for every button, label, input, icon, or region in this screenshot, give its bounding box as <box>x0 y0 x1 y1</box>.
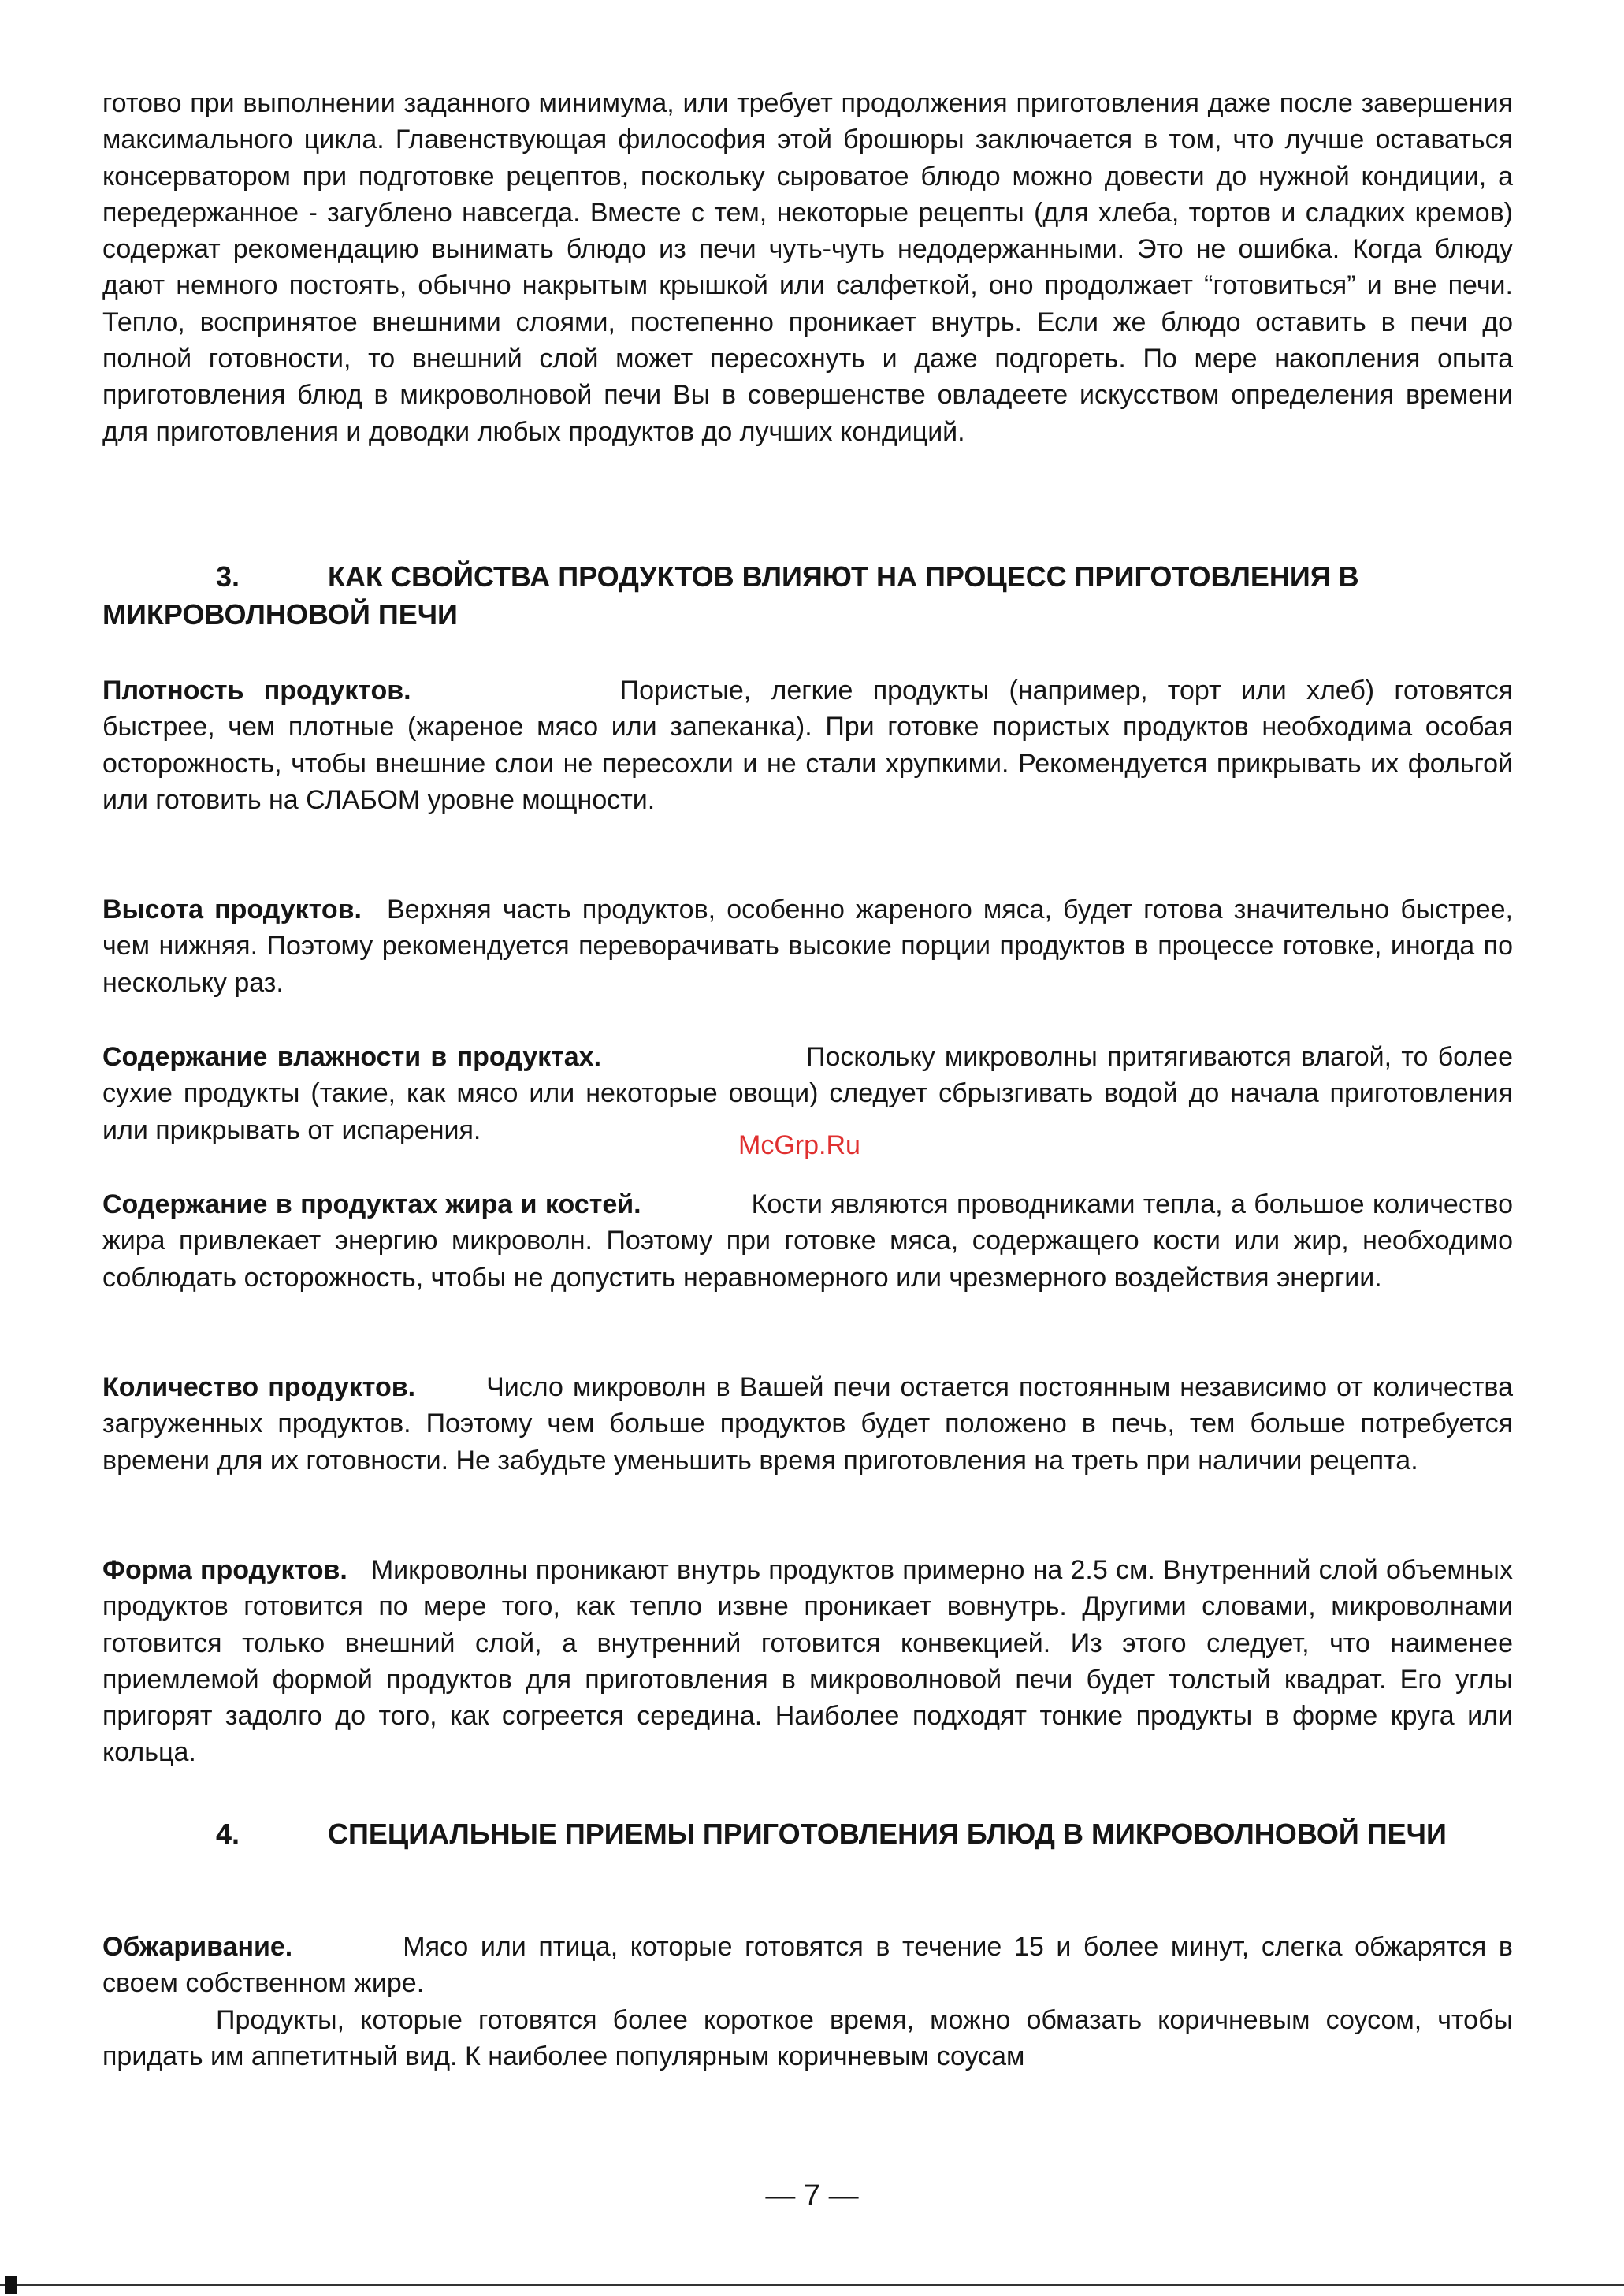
item-heading: Обжаривание. <box>102 1932 293 1962</box>
page-number: — 7 — <box>765 2179 859 2212</box>
bottom-divider <box>0 2284 1624 2286</box>
item-continuation: Продукты, которые готовятся более короткое время, можно обмазать коричневым соусом, чтобы придать им аппетитный вид. К наиболее популярным коричневым соусам <box>102 2004 1513 2071</box>
section-3-item <box>102 1552 1513 1771</box>
section-4-title <box>102 1815 1513 1853</box>
item-text: Микроволны проникают внутрь продуктов примерно на 2.5 см. Внутренний слой объемных продуктов готовится по мере того, как тепло извне проникает вовнутрь. Другими словами, микроволнами готовится только внешний слой, а внутренний готовится конвекцией. Из этого следует, что наименее приемлемой формой продуктов для приготовления в микроволновой печи будет толстый квадрат. Его углы пригорят задолго до того, как согреется середина. Наиболее подходят тонкие продукты в форме круга или кольца. <box>102 1555 1513 1768</box>
section-3-item <box>102 672 1513 818</box>
item-heading: Форма продуктов. <box>102 1555 347 1585</box>
item-text: Верхняя часть продуктов, особенно жареного мяса, будет готова значительно быстрее, чем нижняя. Поэтому рекомендуется переворачивать высокие порции продуктов в процессе готовке, иногда по нескольку раз. <box>102 895 1514 998</box>
section-3-number: 3. <box>216 560 240 593</box>
section-3-item <box>102 1186 1513 1296</box>
section-3-item <box>102 1369 1513 1479</box>
item-text: Мясо или птица, которые готовятся в течение 15 и более минут, слегка обжарятся в своем собственном жире. <box>102 1932 1513 1999</box>
item-heading: Содержание в продуктах жира и костей. <box>102 1189 641 1219</box>
section-3-heading: КАК СВОЙСТВА ПРОДУКТОВ ВЛИЯЮТ НА ПРОЦЕСС ПРИГОТОВЛЕНИЯ В МИКРОВОЛНОВОЙ ПЕЧИ <box>102 560 1359 631</box>
item-text: Число микроволн в Вашей печи остается постоянным независимо от количества загруженных продуктов. Поэтому чем больше продуктов будет положено в печь, тем больше потребуется времени для их готовности. Не забудьте уменьшить время приготовления на треть при наличии рецепта. <box>102 1372 1513 1475</box>
item-heading: Количество продуктов. <box>102 1372 416 1402</box>
item-heading: Содержание влажности в продуктах. <box>102 1042 602 1072</box>
item-text: Пористые, легкие продукты (например, торт или хлеб) готовятся быстрее, чем плотные (жареное мясо или запеканка). При готовке пористых продуктов необходима особая осторожность, чтобы внешние слои не пересохли и не стали хрупкими. Рекомендуется прикрывать их фольгой или готовить на СЛАБОМ уровне мощности. <box>102 675 1514 815</box>
item-heading: Высота продуктов. <box>102 895 362 925</box>
item-heading: Плотность продуктов. <box>102 675 411 705</box>
section-4-heading: СПЕЦИАЛЬНЫЕ ПРИЕМЫ ПРИГОТОВЛЕНИЯ БЛЮД В МИКРОВОЛНОВОЙ ПЕЧИ <box>328 1818 1447 1850</box>
section-3-item <box>102 891 1513 1001</box>
section-3-title <box>102 558 1513 634</box>
scan-corner-mark <box>5 2276 17 2294</box>
watermark: McGrp.Ru <box>738 1130 860 1160</box>
item-text: Кости являются проводниками тепла, а большое количество жира привлекает энергию микроволн. Поэтому при готовке мяса, содержащего кости или жир, необходимо соблюдать осторожность, чтобы не допустить неравномерного или чрезмерного воздействия энергии. <box>102 1189 1514 1293</box>
item-text: Поскольку микроволны притягиваются влагой, то более сухие продукты (такие, как мясо или некоторые овощи) следует сбрызгивать водой до начала приготовления или прикрывать от испарения. <box>102 1042 1513 1145</box>
intro-paragraph: готово при выполнении заданного минимума, или требует продолжения приготовления даже после завершения максимального цикла. Главенствующая философия этой брошюры заключается в том, что лучше оставаться консерватором при подготовке рецептов, поскольку сыроватое блюдо можно довести до нужной кондиции, а передержанное - загублено навсегда. Вместе с тем, некоторые рецепты (для хлеба, тортов и сладких кремов) содержат рекомендацию вынимать блюдо из печи чуть-чуть недодержанными. Это не ошибка. Когда блюду дают немного постоять, обычно накрытым крышкой или салфеткой, оно продолжает “готовиться” и вне печи. Тепло, воспринятое внешними слоями, постепенно проникает внутрь. Если же блюдо оставить в печи до полной готовности, то внешний слой может пересохнуть и даже подгореть. По мере накопления опыта приготовления блюд в микроволновой печи Вы в совершенстве овладеете искусством определения времени для приготовления и доводки любых продуктов до лучших кондиций. <box>102 88 1513 447</box>
section-4-number: 4. <box>216 1818 240 1850</box>
section-4-item <box>102 1929 1513 2075</box>
